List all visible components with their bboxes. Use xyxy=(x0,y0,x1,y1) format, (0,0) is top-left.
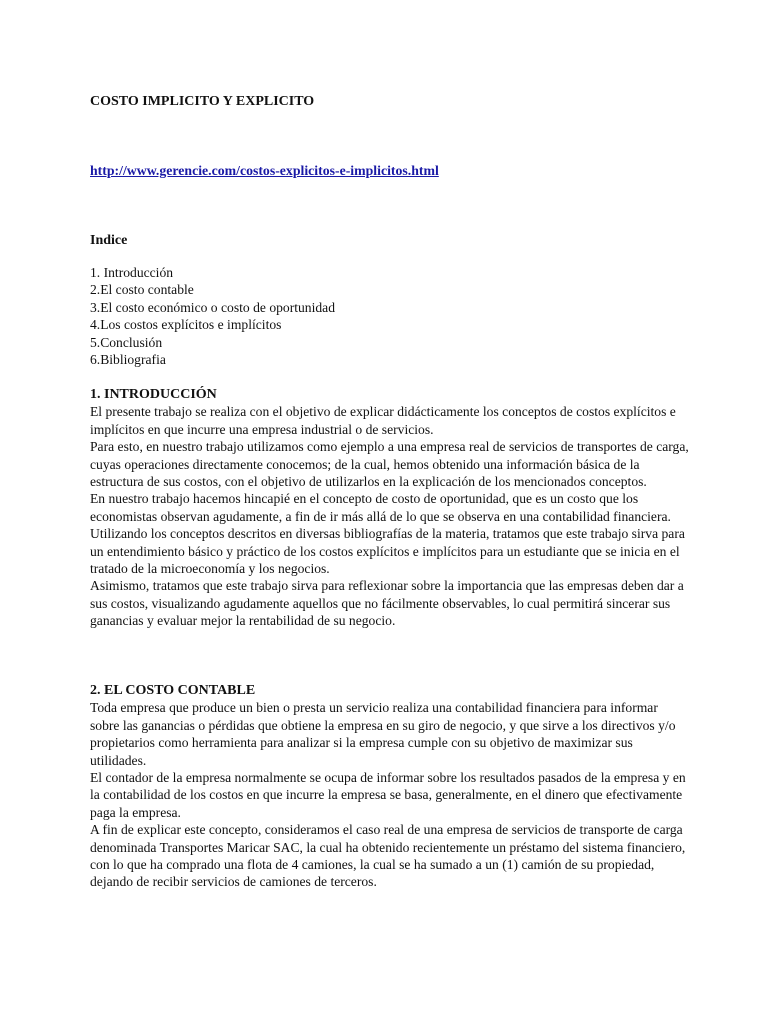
index-item: 3.El costo económico o costo de oportunidad xyxy=(90,299,336,315)
index-item: 5.Conclusión xyxy=(90,334,163,350)
paragraph: Utilizando los conceptos descritos en diversas bibliografías de la materia, tratamos que este trabajo sirva para un entendimiento básico y práctico de los costos explícitos e implícitos para un estudiante que se inicia en el tratado de la microeconomía y los negocios. xyxy=(90,526,685,577)
paragraph: A fin de explicar este concepto, consideramos el caso real de una empresa de servicios de transporte de carga denominada Transportes Maricar SAC, la cual ha obtenido recientemente un préstamo del sistema financiero, con lo que ha comprado una flota de 4 camiones, la cual se ha sumado a un (1) camión de su propiedad, dejando de recibir servicios de camiones de terceros. xyxy=(90,822,686,890)
index-heading: Indice xyxy=(90,233,128,248)
index-item: 6.Bibliografia xyxy=(90,352,166,368)
paragraph: El presente trabajo se realiza con el objetivo de explicar didácticamente los conceptos de costos explícitos e implícitos en que incurre una empresa industrial o de servicios. xyxy=(90,404,676,437)
index-item: 2.El costo contable xyxy=(90,282,194,298)
section-introduccion xyxy=(90,386,690,630)
index-item: 1. Introducción xyxy=(90,265,174,280)
paragraph: Para esto, en nuestro trabajo utilizamos como ejemplo a una empresa real de servicios de transportes de carga, cuyas operaciones directamente conocemos; de la cual, hemos obtenido una información básica de la estructura de sus costos, con el objetivo de utilizarlos en la explicación de los mencionados conceptos. xyxy=(90,439,689,490)
document-title: COSTO IMPLICITO Y EXPLICITO xyxy=(90,94,315,109)
paragraph: Asimismo, tratamos que este trabajo sirva para reflexionar sobre la importancia que las empresas deben dar a sus costos, visualizando agudamente aquellos que no fácilmente observables, lo cual permitirá sincerar sus ganancias y evaluar mejor la rentabilidad de su negocio. xyxy=(90,578,684,629)
index-item: 4.Los costos explícitos e implícitos xyxy=(90,317,282,333)
paragraph: En nuestro trabajo hacemos hincapié en el concepto de costo de oportunidad, que es un costo que los economistas observan agudamente, a fin de ir más allá de lo que se observa en una contabilidad financiera. xyxy=(90,491,671,524)
section-costo-contable xyxy=(90,682,690,891)
index-list xyxy=(90,264,335,368)
paragraph: El contador de la empresa normalmente se ocupa de informar sobre los resultados pasados de la empresa y en la contabilidad de los costos en que incurre la empresa se basa, generalmente, en el dinero que efectivamente paga la empresa. xyxy=(90,770,686,820)
section-heading: 1. INTRODUCCIÓN xyxy=(90,387,217,402)
paragraph: Toda empresa que produce un bien o presta un servicio realiza una contabilidad financiera para informar sobre las ganancias o pérdidas que obtiene la empresa en su giro de negocio, y que sirve a los directivos y/o propietarios como herramienta para analizar si la empresa cumple con su objetivo de maximizar sus utilidades. xyxy=(90,700,676,768)
section-heading: 2. EL COSTO CONTABLE xyxy=(90,683,256,698)
source-link[interactable]: http://www.gerencie.com/costos-explicitos-e-implicitos.html xyxy=(90,163,439,178)
